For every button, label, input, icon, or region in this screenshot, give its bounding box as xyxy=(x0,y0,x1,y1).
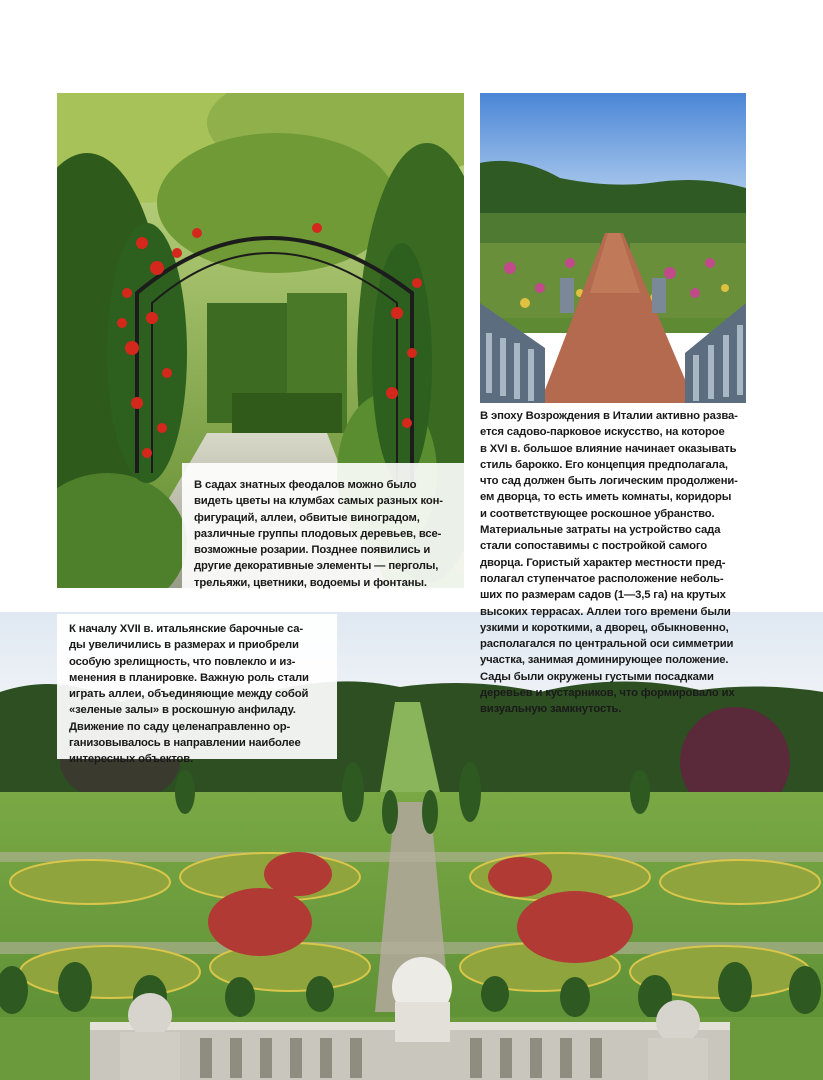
caption-feudal-gardens: В садах знатных феодалов можно было видеть цветы на клумбах самых разных кон- фигураций, аллеи, обвитые виноградом, различные группы плодовых деревьев, все- возможные розарии. Позднее появились и другие декоративные элементы — перголы, трельяжи, цветники, водоемы и фонтаны. xyxy=(182,463,466,601)
caption-renaissance-gardens: В эпоху Возрождения в Италии активно разва- ется садово-парковое искусство, на которое в XVI в. большое влияние начинает оказывать стиль барокко. Его концепция предполагала, что сад должен быть логическим продолжени- ем дворца, то есть иметь комнаты, коридоры и соответствующее роскошное убранство. Материальные затраты на устройство сада стали сопоставимы с постройкой самого дворца. Гористый характер местности пред- полагал ступенчатое расположение неболь- ших по размерам садов (1—3,5 га) на крутых высоких террасах. Аллеи того времени были узкими и короткими, а дворец, обыкновенно, располагался по центральной оси симметрии участка, занимая доминирующее положение. Сады были окружены густыми посадками деревьев и кустарников, что формировало их визуальную замкнутость. xyxy=(480,410,738,716)
terrace-stairway-photo xyxy=(480,93,746,403)
caption-baroque-gardens: К началу XVII в. итальянские барочные са- ды увеличились в размерах и приобрели особую зрелищность, что повлекло и из- менения в планировке. Важную роль стали играть аллеи, объединяющие между собой «зеленые залы» в роскошную анфиладу. Движение по саду целенаправленно ор- ганизовывалось в направлении наиболее интересных объектов. xyxy=(57,614,337,759)
